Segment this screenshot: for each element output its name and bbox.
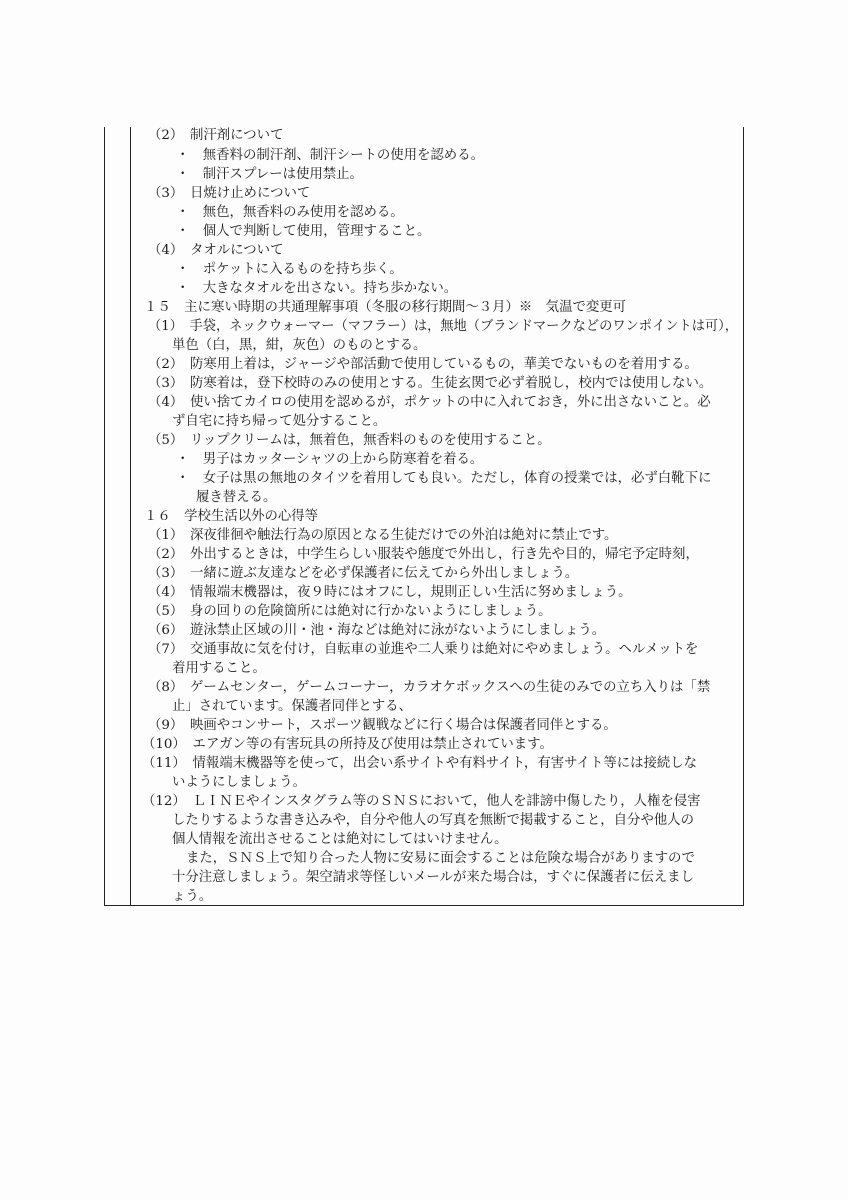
list-item-continuation: 止」されています。保護者同伴とする、 (172, 699, 412, 714)
list-item-continuation: ょう。 (172, 889, 213, 904)
sub-heading-3: （3） 日焼け止めについて (148, 186, 311, 201)
list-item-continuation: 着用すること。 (172, 661, 266, 676)
bullet-item: ・ ポケットに入るものを持ち歩く。 (176, 262, 403, 277)
list-item: （1） 手袋，ネックウォーマー（マフラー）は，無地（ブランドマークなどのワンポイントは可）， (148, 319, 739, 334)
sub-heading-2: （2） 制汗剤について (148, 128, 284, 143)
list-item: （7） 交通事故に気を付け，自転車の並進や二人乗りは絶対にやめましょう。ヘルメットを (148, 642, 699, 657)
section-heading-16: １６ 学校生活以外の心得等 (144, 509, 319, 524)
paragraph-indented: また，ＳＮＳ上で知り合った人物に安易に面会することは危険な場合がありますので (186, 851, 695, 866)
bullet-item: ・ 無色，無香料のみ使用を認める。 (176, 205, 404, 220)
list-item: （12） ＬＩＮＥやインスタグラム等のＳＮＳにおいて，他人を誹謗中傷したり，人権を侵害 (142, 794, 701, 809)
sub-heading-4: （4） タオルについて (148, 243, 284, 258)
list-item: （3） 防寒着は，登下校時のみの使用とする。生徒玄関で必ず着脱し，校内では使用しない。 (148, 376, 713, 391)
list-item: （10） エアガン等の有害玩具の所持及び使用は禁止されています。 (142, 737, 553, 752)
list-item: （4） 情報端末機器は，夜９時にはオフにし，規則正しい生活に努めましょう。 (148, 585, 632, 600)
list-item-continuation: したりするような書き込みや，自分や他人の写真を無断で掲載すること，自分や他人の (172, 813, 694, 828)
section-heading-15: １５ 主に寒い時期の共通理解事項（冬服の移行期間～３月）※ 気温で変更可 (144, 300, 627, 315)
bullet-item: ・ 制汗スプレーは使用禁止。 (176, 167, 363, 182)
list-item: （5） 身の回りの危険箇所には絶対に行かないようにしましょう。 (148, 604, 552, 619)
bullet-item: ・ 男子はカッターシャツの上から防寒着を着る。 (176, 452, 484, 467)
list-item-continuation: 個人情報を流出させることは絶対にしてはいけません。 (172, 832, 508, 847)
list-item: （9） 映画やコンサート，スポーツ観戦などに行く場合は保護者同伴とする。 (148, 718, 617, 733)
list-item-continuation: 単色（白，黒，紺，灰色）のものとする。 (172, 338, 427, 353)
frame-inner-rule (130, 127, 131, 905)
list-item: （2） 外出するときは，中学生らしい服装や態度で外出し，行き先や目的，帰宅予定時刻， (148, 547, 699, 562)
bullet-item: ・ 女子は黒の無地のタイツを着用しても良い。ただし，体育の授業では，必ず白靴下に (176, 471, 712, 486)
list-item: （6） 遊泳禁止区域の川・池・海などは絶対に泳がないようにしましょう。 (148, 623, 606, 638)
list-item: （3） 一緒に遊ぶ友達などを必ず保護者に伝えてから外出しましょう。 (148, 566, 579, 581)
list-item: （4） 使い捨てカイロの使用を認めるが，ポケットの中に入れておき，外に出さないこと。必 (148, 395, 711, 410)
bullet-item: ・ 個人で判断して使用，管理すること。 (176, 224, 431, 239)
list-item: （8） ゲームセンター，ゲームコーナー，カラオケボックスへの生徒のみでの立ち入りは「禁 (148, 680, 711, 695)
list-item-continuation: 十分注意しましょう。架空請求等怪しいメールが来た場合は，すぐに保護者に伝えまし (172, 870, 694, 885)
bullet-item: ・ 無香料の制汗剤、制汗シートの使用を認める。 (176, 148, 484, 163)
list-item: （1） 深夜徘徊や触法行為の原因となる生徒だけでの外泊は絶対に禁止です。 (148, 528, 618, 543)
list-item-continuation: いようにしましょう。 (172, 775, 306, 790)
list-item: （11） 情報端末機器等を使って，出会い系サイトや有料サイト，有害サイト等には接続しな (142, 756, 698, 771)
bullet-item: ・ 大きなタオルを出さない。持ち歩かない。 (176, 281, 458, 296)
list-item: （2） 防寒用上着は，ジャージや部活動で使用しているもの，華美でないものを着用する。 (148, 357, 698, 372)
bullet-item-continuation: 履き替える。 (196, 490, 277, 505)
list-item: （5） リップクリームは，無着色，無香料のものを使用すること。 (148, 433, 551, 448)
list-item-continuation: ず自宅に持ち帰って処分すること。 (172, 414, 387, 429)
